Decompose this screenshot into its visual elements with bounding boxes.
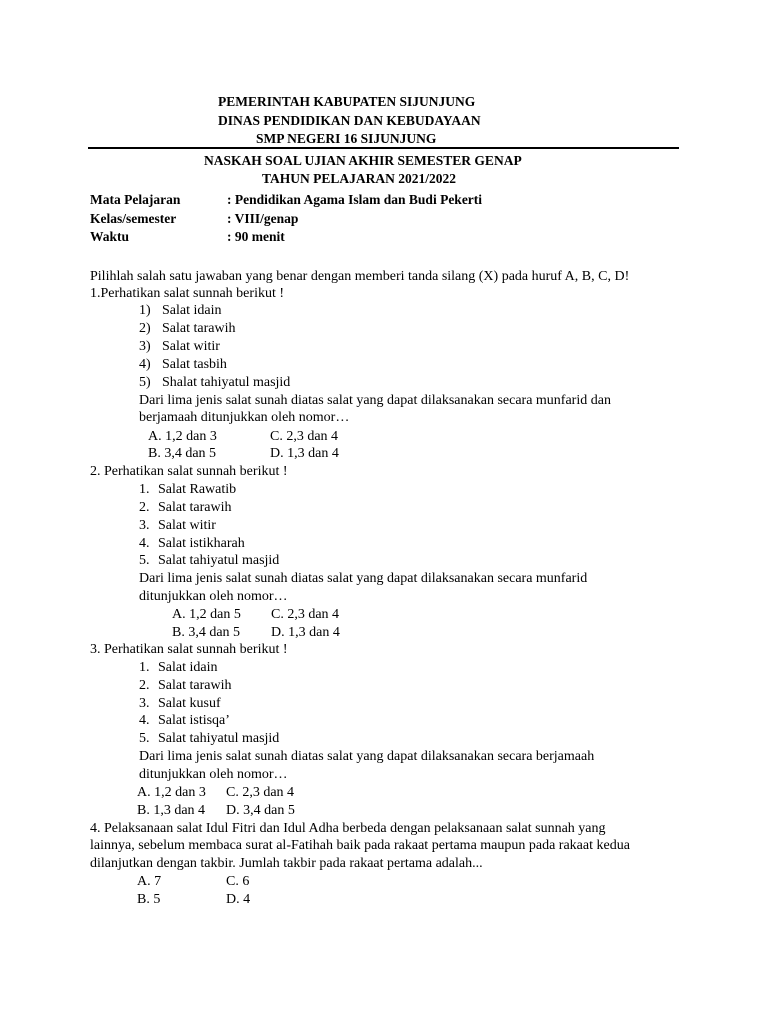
- q3-item-num: 3.: [139, 696, 150, 711]
- q2-item-text: Salat tahiyatul masjid: [158, 553, 280, 568]
- q3-option-d[interactable]: D. 3,4 dan 5: [226, 803, 295, 818]
- q1-option-d[interactable]: D. 1,3 dan 4: [270, 446, 339, 461]
- meta-time-label: Waktu: [90, 229, 130, 244]
- q2-item-text: Salat witir: [158, 518, 216, 533]
- q2-item-text: Salat Rawatib: [158, 482, 237, 497]
- q1-item-num: 3): [139, 339, 151, 354]
- q2-stem: 2. Perhatikan salat sunnah berikut !: [90, 464, 288, 479]
- q3-item-num: 1.: [139, 660, 150, 675]
- q2-option-a[interactable]: A. 1,2 dan 5: [172, 607, 241, 622]
- q2-option-b[interactable]: B. 3,4 dan 5: [172, 625, 241, 640]
- q1-item-text: Salat idain: [162, 303, 222, 318]
- meta-subject-label: Mata Pelajaran: [90, 192, 181, 207]
- q4-stem-line1: 4. Pelaksanaan salat Idul Fitri dan Idul Adha berbeda dengan pelaksanaan salat sunnah yang: [90, 821, 606, 836]
- q4-stem-line3: dilanjutkan dengan takbir. Jumlah takbir pada rakaat pertama adalah...: [90, 856, 483, 871]
- q2-item-num: 2.: [139, 500, 150, 515]
- q1-option-a[interactable]: A. 1,2 dan 3: [148, 429, 217, 444]
- q2-item-text: Salat tarawih: [158, 500, 232, 515]
- q3-question-line2: ditunjukkan oleh nomor…: [139, 767, 288, 782]
- meta-class-value: : VIII/genap: [227, 211, 299, 226]
- q3-option-a[interactable]: A. 1,2 dan 3: [137, 785, 206, 800]
- q3-item-text: Salat tarawih: [158, 678, 232, 693]
- q2-option-d[interactable]: D. 1,3 dan 4: [271, 625, 340, 640]
- q1-item-text: Salat tasbih: [162, 357, 227, 372]
- q1-item-num: 4): [139, 357, 151, 372]
- q1-question-line1: Dari lima jenis salat sunah diatas salat yang dapat dilaksanakan secara munfarid dan: [139, 393, 611, 408]
- q1-option-c[interactable]: C. 2,3 dan 4: [270, 429, 339, 444]
- instruction: Pilihlah salah satu jawaban yang benar dengan memberi tanda silang (X) pada huruf A, B, C, D!: [90, 269, 630, 284]
- q3-item-num: 5.: [139, 731, 150, 746]
- academic-year: TAHUN PELAJARAN 2021/2022: [262, 171, 457, 186]
- q1-item-num: 1): [139, 303, 151, 318]
- q3-item-text: Salat istisqa’: [158, 713, 230, 728]
- header-government: PEMERINTAH KABUPATEN SIJUNJUNG: [218, 94, 476, 109]
- q4-stem-line2: lainnya, sebelum membaca surat al-Fatihah baik pada rakaat pertama maupun pada rakaat kedua: [90, 838, 630, 853]
- q2-item-num: 4.: [139, 536, 150, 551]
- q4-option-b[interactable]: B. 5: [137, 892, 161, 907]
- q1-item-num: 5): [139, 375, 151, 390]
- q3-stem: 3. Perhatikan salat sunnah berikut !: [90, 642, 288, 657]
- q3-item-text: Salat tahiyatul masjid: [158, 731, 280, 746]
- q4-option-a[interactable]: A. 7: [137, 874, 162, 889]
- q2-option-c[interactable]: C. 2,3 dan 4: [271, 607, 340, 622]
- meta-subject-value: : Pendidikan Agama Islam dan Budi Pekerti: [227, 192, 483, 207]
- q1-question-line2: berjamaah ditunjukkan oleh nomor…: [139, 410, 350, 425]
- q2-item-text: Salat istikharah: [158, 536, 245, 551]
- q2-item-num: 3.: [139, 518, 150, 533]
- q3-item-text: Salat idain: [158, 660, 218, 675]
- q1-item-text: Shalat tahiyatul masjid: [162, 375, 291, 390]
- q4-option-d[interactable]: D. 4: [226, 892, 251, 907]
- q2-question-line2: ditunjukkan oleh nomor…: [139, 589, 288, 604]
- header-department: DINAS PENDIDIKAN DAN KEBUDAYAAN: [218, 113, 481, 128]
- q1-item-text: Salat tarawih: [162, 321, 236, 336]
- q1-stem: 1.Perhatikan salat sunnah berikut !: [90, 286, 285, 301]
- q3-item-num: 4.: [139, 713, 150, 728]
- q3-item-text: Salat kusuf: [158, 696, 221, 711]
- q3-option-c[interactable]: C. 2,3 dan 4: [226, 785, 295, 800]
- q1-option-b[interactable]: B. 3,4 dan 5: [148, 446, 217, 461]
- q4-option-c[interactable]: C. 6: [226, 874, 250, 889]
- meta-class-label: Kelas/semester: [90, 211, 177, 226]
- q1-item-text: Salat witir: [162, 339, 220, 354]
- q2-item-num: 1.: [139, 482, 150, 497]
- header-divider: [88, 147, 679, 149]
- q3-question-line1: Dari lima jenis salat sunah diatas salat yang dapat dilaksanakan secara berjamaah: [139, 749, 595, 764]
- q1-item-num: 2): [139, 321, 151, 336]
- q2-item-num: 5.: [139, 553, 150, 568]
- header-school: SMP NEGERI 16 SIJUNJUNG: [256, 131, 437, 146]
- q3-item-num: 2.: [139, 678, 150, 693]
- meta-time-value: : 90 menit: [227, 229, 285, 244]
- q3-option-b[interactable]: B. 1,3 dan 4: [137, 803, 206, 818]
- exam-title: NASKAH SOAL UJIAN AKHIR SEMESTER GENAP: [204, 153, 522, 168]
- q2-question-line1: Dari lima jenis salat sunah diatas salat yang dapat dilaksanakan secara munfarid: [139, 571, 588, 586]
